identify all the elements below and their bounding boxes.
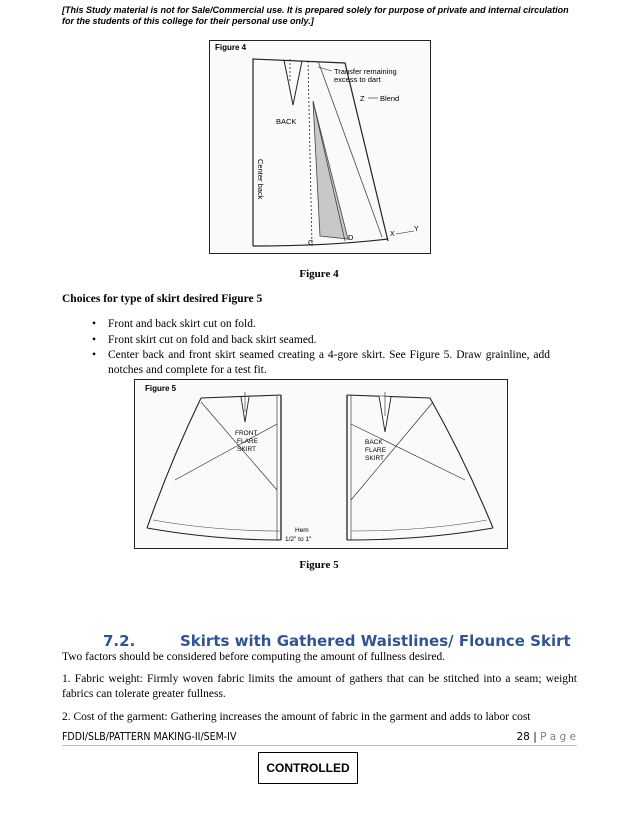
back-label-1: BACK xyxy=(365,439,383,446)
front-label-3: SKIRT xyxy=(237,446,257,453)
page-number: 28 xyxy=(516,731,530,743)
figure-5-label: Figure 5 xyxy=(145,384,177,393)
section-paragraph-2: 2. Cost of the garment: Gathering increases the amount of fabric in the garment and adds to labor cost xyxy=(62,711,531,723)
section-intro: Two factors should be considered before computing the amount of fullness desired. xyxy=(62,651,446,663)
front-side-seam xyxy=(147,398,201,528)
page-word: P a g e xyxy=(540,731,576,743)
figure-4-image xyxy=(209,40,431,254)
dart xyxy=(284,60,302,105)
figure-5-drawing xyxy=(135,380,507,548)
figure-5-caption: Figure 5 xyxy=(299,559,339,571)
transfer-note-2: excess to dart xyxy=(334,75,381,84)
blend-label: Blend xyxy=(380,94,400,103)
figure-4-caption: Figure 4 xyxy=(299,268,339,280)
back-side-seam xyxy=(430,398,493,528)
choice-item: • Front skirt cut on fold and back skirt seamed. xyxy=(84,333,550,348)
back-grain-diag xyxy=(351,402,433,500)
back-label-2: FLARE xyxy=(365,447,386,454)
z-label: Z xyxy=(360,94,365,103)
note-leader xyxy=(318,67,332,71)
page-separator: | xyxy=(529,731,541,743)
front-label-1: FRONT xyxy=(235,430,258,437)
c-label: C xyxy=(308,238,314,247)
hem-label-2: 1/2" to 1" xyxy=(285,536,312,543)
shaded-wedge xyxy=(313,101,348,239)
disclaimer: [This Study material is not for Sale/Commercial use. It is prepared solely for purpose of private and internal circulation for the students of this college for their personal use only.] xyxy=(62,5,569,26)
back-label: BACK xyxy=(276,117,297,126)
xy-line xyxy=(396,231,414,234)
hem-label-1: Hem xyxy=(295,527,309,534)
figure-5-image xyxy=(134,379,508,549)
footer-page xyxy=(517,731,577,743)
d-label: D xyxy=(348,233,354,242)
footer-course: FDDI/SLB/PATTERN MAKING-II/SEM-IV xyxy=(62,731,237,743)
choices-heading: Choices for type of skirt desired Figure 5 xyxy=(62,293,263,305)
controlled-stamp: CONTROLLED xyxy=(258,752,358,784)
front-hem xyxy=(147,528,281,540)
front-label-2: FLARE xyxy=(237,438,258,445)
transfer-note-1: Transfer remaining xyxy=(334,67,397,76)
back-hem xyxy=(347,528,493,540)
center-back-label: Center back xyxy=(256,159,265,200)
section-title: Skirts with Gathered Waistlines/ Flounce Skirt xyxy=(180,632,571,650)
back-label-3: SKIRT xyxy=(365,455,385,462)
slash-line xyxy=(308,61,312,246)
choices-list xyxy=(84,317,550,378)
choice-item: • Center back and front skirt seamed creating a 4-gore skirt. See Figure 5. Draw grainline, add notches and complete for a test fit. xyxy=(84,348,550,377)
x-label: X xyxy=(390,231,395,238)
figure-4-drawing xyxy=(210,41,430,253)
figure-4-label: Figure 4 xyxy=(215,43,247,52)
section-number: 7.2. xyxy=(103,632,136,650)
y-label: Y xyxy=(414,226,419,233)
front-grain-diag-2 xyxy=(175,424,277,480)
hem-curve xyxy=(253,239,388,246)
front-hem-allowance xyxy=(153,520,281,531)
choice-item: • Front and back skirt cut on fold. xyxy=(84,317,550,332)
footer-divider xyxy=(62,745,577,746)
back-hem-allowance xyxy=(351,520,487,531)
section-paragraph-1: 1. Fabric weight: Firmly woven fabric limits the amount of gathers that can be stitched into a seam; weight fabrics can tolerate greater fullness. xyxy=(62,673,577,700)
